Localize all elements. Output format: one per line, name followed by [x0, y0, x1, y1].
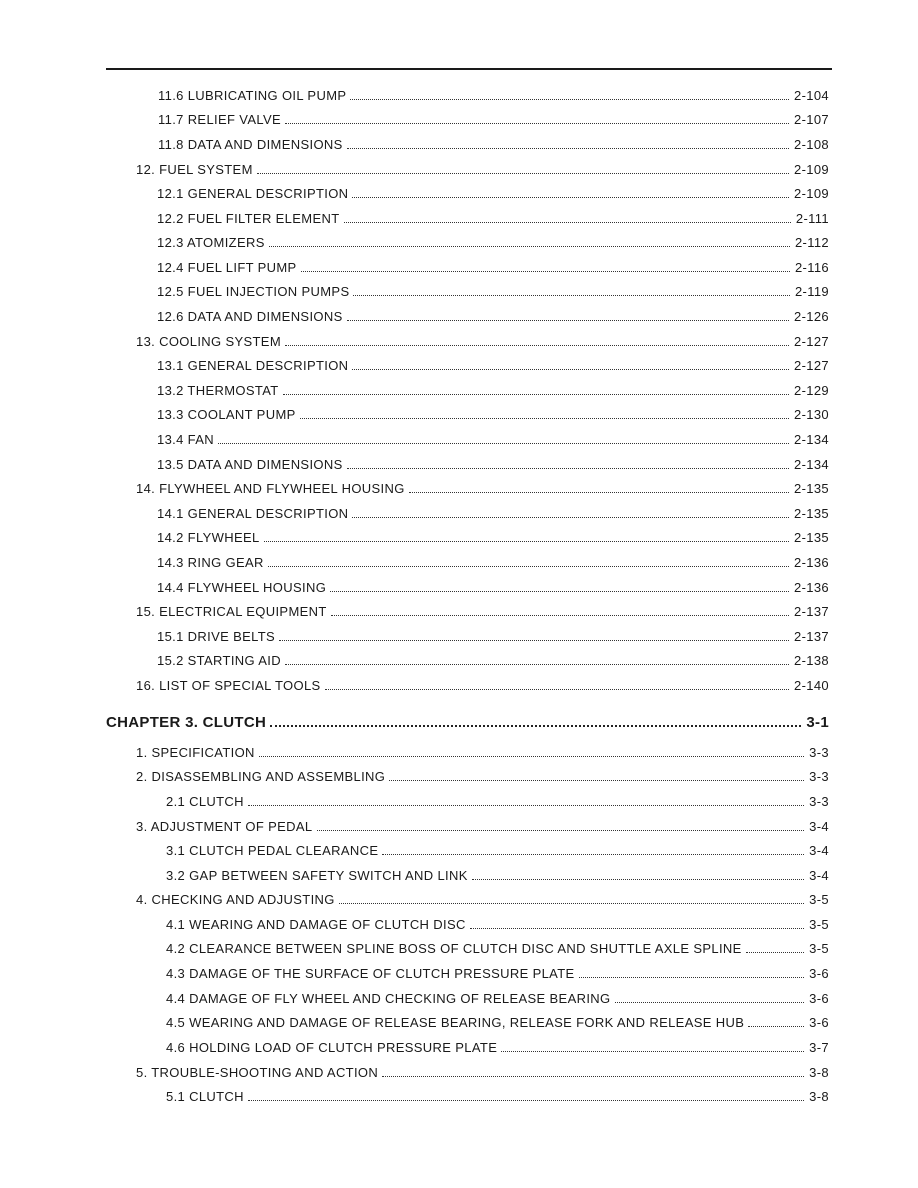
dot-leader [285, 123, 789, 124]
toc-entry-page-number: 3-4 [809, 868, 829, 883]
toc-entry-page-number: 3-8 [809, 1089, 829, 1104]
toc-entry-page-number: 2-136 [794, 580, 829, 595]
toc-entry-label: 13.3 COOLANT PUMP [157, 407, 296, 422]
dot-leader [268, 566, 789, 567]
toc-entry[interactable] [166, 991, 829, 1007]
dot-leader [279, 640, 789, 641]
toc-entry-label: 4.2 CLEARANCE BETWEEN SPLINE BOSS OF CLUTCH DISC AND SHUTTLE AXLE SPLINE [166, 941, 742, 956]
toc-entry-label: CHAPTER 3. CLUTCH [106, 714, 267, 731]
toc-entry-page-number: 3-7 [809, 1040, 829, 1055]
dot-leader [259, 756, 804, 757]
dot-leader [270, 725, 801, 727]
dot-leader [615, 1002, 805, 1003]
toc-entry-label: 12.6 DATA AND DIMENSIONS [157, 309, 343, 324]
toc-entry-page-number: 2-127 [794, 334, 829, 349]
toc-entry-page-number: 3-5 [809, 941, 829, 956]
toc-entry[interactable] [166, 941, 829, 957]
dot-leader [257, 173, 789, 174]
toc-entry[interactable] [166, 917, 829, 933]
toc-entry[interactable] [166, 1015, 829, 1031]
toc-entry-page-number: 3-3 [809, 794, 829, 809]
dot-leader [470, 928, 804, 929]
toc-entry[interactable] [157, 260, 829, 276]
toc-entry-label: 15. ELECTRICAL EQUIPMENT [136, 604, 327, 619]
toc-entry-label: 5.1 CLUTCH [166, 1089, 244, 1104]
toc-entry-page-number: 2-116 [794, 260, 829, 275]
toc-entry-page-number: 2-140 [794, 678, 829, 693]
toc-entry-page-number: 3-6 [809, 991, 829, 1006]
toc-entry-label: 11.6 LUBRICATING OIL PUMP [158, 88, 347, 103]
dot-leader [353, 295, 789, 296]
toc-entry-page-number: 3-5 [809, 917, 829, 932]
toc-entry-label: 14. FLYWHEEL AND FLYWHEEL HOUSING [136, 481, 405, 496]
toc-entry-page-number: 2-109 [794, 162, 829, 177]
toc-entry-label: 16. LIST OF SPECIAL TOOLS [136, 678, 321, 693]
toc-entry-page-number: 3-6 [809, 966, 829, 981]
toc-entry-page-number: 2-138 [794, 653, 829, 668]
dot-leader [347, 148, 789, 149]
dot-leader [389, 780, 804, 781]
dot-leader [472, 879, 804, 880]
dot-leader [352, 517, 789, 518]
toc-entry[interactable] [157, 629, 829, 645]
toc-entry-page-number: 3-5 [809, 892, 829, 907]
dot-leader [317, 830, 805, 831]
toc-entry-page-number: 2-111 [795, 211, 829, 226]
toc-entry-label: 13. COOLING SYSTEM [136, 334, 282, 349]
toc-entry[interactable] [166, 794, 829, 810]
toc-entry-page-number: 3-6 [809, 1015, 829, 1030]
toc-entry-label: 12.4 FUEL LIFT PUMP [157, 260, 297, 275]
toc-entry[interactable] [157, 530, 829, 546]
toc-entry-page-number: 2-137 [794, 629, 829, 644]
dot-leader [382, 1076, 804, 1077]
dot-leader [579, 977, 805, 978]
toc-entry[interactable] [166, 1040, 829, 1056]
toc-entry[interactable] [136, 769, 829, 785]
toc-entry[interactable] [136, 162, 829, 178]
toc-entry[interactable] [157, 506, 829, 522]
toc-entry-label: 13.5 DATA AND DIMENSIONS [157, 457, 343, 472]
dot-leader [300, 418, 789, 419]
dot-leader [746, 952, 804, 953]
toc-entry-page-number: 2-135 [794, 530, 829, 545]
toc-entry[interactable] [157, 432, 829, 448]
toc-entry[interactable] [136, 604, 829, 620]
toc-entry[interactable] [166, 868, 829, 884]
toc-entry-page-number: 2-104 [794, 88, 829, 103]
toc-entry-page-number: 2-130 [794, 407, 829, 422]
toc-entry-label: 11.7 RELIEF VALVE [158, 112, 282, 127]
toc-entry[interactable] [136, 481, 829, 497]
toc-entry[interactable] [136, 892, 829, 908]
toc-entry[interactable] [157, 235, 829, 251]
toc-entry-page-number: 2-129 [794, 383, 829, 398]
toc-entry-page-number: 3-8 [809, 1065, 829, 1080]
toc-entry-label: 14.3 RING GEAR [157, 555, 264, 570]
toc-entry[interactable] [166, 966, 829, 982]
toc-entry[interactable] [158, 88, 829, 104]
toc-entry-page-number: 2-135 [794, 481, 829, 496]
toc-entry[interactable] [157, 186, 829, 202]
toc-entry[interactable] [157, 284, 829, 300]
toc-entry-page-number: 2-135 [794, 506, 829, 521]
toc-entry[interactable] [157, 555, 829, 571]
toc-entry-page-number: 2-134 [794, 457, 829, 472]
dot-leader [501, 1051, 804, 1052]
toc-entry-label: 3.1 CLUTCH PEDAL CLEARANCE [166, 843, 379, 858]
toc-entry-page-number: 3-1 [806, 714, 829, 731]
toc-entry-page-number: 2-107 [794, 112, 829, 127]
toc-entry-page-number: 2-108 [794, 137, 829, 152]
toc-entry[interactable] [157, 407, 829, 423]
toc-entry-label: 4.4 DAMAGE OF FLY WHEEL AND CHECKING OF RELEASE BEARING [166, 991, 611, 1006]
dot-leader [330, 591, 789, 592]
dot-leader [285, 345, 789, 346]
toc-entry-page-number: 3-4 [809, 843, 829, 858]
toc-entry-label: 14.2 FLYWHEEL [157, 530, 260, 545]
toc-entry[interactable] [136, 1065, 829, 1081]
toc-entry-label: 4.5 WEARING AND DAMAGE OF RELEASE BEARING, RELEASE FORK AND RELEASE HUB [166, 1015, 745, 1030]
dot-leader [331, 615, 789, 616]
toc-entry-page-number: 2-119 [794, 284, 829, 299]
dot-leader [325, 689, 789, 690]
toc-entry-label: 4.1 WEARING AND DAMAGE OF CLUTCH DISC [166, 917, 466, 932]
dot-leader [248, 1100, 804, 1101]
dot-leader [264, 541, 789, 542]
toc-entry-label: 12.2 FUEL FILTER ELEMENT [157, 211, 340, 226]
toc-entry[interactable] [136, 745, 829, 761]
toc-entry-label: 13.4 FAN [157, 432, 214, 447]
dot-leader [409, 492, 789, 493]
dot-leader [350, 99, 789, 100]
toc-entry-label: 11.8 DATA AND DIMENSIONS [158, 137, 343, 152]
dot-leader [344, 222, 791, 223]
toc-entry-label: 14.1 GENERAL DESCRIPTION [157, 506, 349, 521]
dot-leader [301, 271, 790, 272]
dot-leader [248, 805, 804, 806]
toc-entry[interactable] [157, 211, 829, 227]
toc-entry[interactable] [157, 358, 829, 374]
toc-entry-label: 2.1 CLUTCH [166, 794, 244, 809]
dot-leader [352, 197, 789, 198]
toc-entry-page-number: 3-3 [809, 745, 829, 760]
toc-entry-page-number: 2-134 [794, 432, 829, 447]
toc-entry[interactable] [166, 843, 829, 859]
dot-leader [269, 246, 790, 247]
toc-entry-label: 1. SPECIFICATION [136, 745, 255, 760]
toc-entry-label: 14.4 FLYWHEEL HOUSING [157, 580, 327, 595]
chapter-heading[interactable] [106, 715, 829, 731]
toc-entry-page-number: 2-126 [794, 309, 829, 324]
dot-leader [283, 394, 789, 395]
toc-entry-label: 4.3 DAMAGE OF THE SURFACE OF CLUTCH PRESSURE PLATE [166, 966, 575, 981]
dot-leader [339, 903, 804, 904]
dot-leader [347, 320, 789, 321]
dot-leader [285, 664, 789, 665]
toc-entry-page-number: 2-127 [794, 358, 829, 373]
toc-entry[interactable] [136, 819, 829, 835]
toc-entry-label: 13.1 GENERAL DESCRIPTION [157, 358, 349, 373]
toc-entry[interactable] [157, 653, 829, 669]
toc-entry-page-number: 2-136 [794, 555, 829, 570]
toc-entry-label: 15.2 STARTING AID [157, 653, 281, 668]
toc-entry-label: 4.6 HOLDING LOAD OF CLUTCH PRESSURE PLATE [166, 1040, 498, 1055]
toc-entry-label: 4. CHECKING AND ADJUSTING [136, 892, 335, 907]
toc-entry-label: 3.2 GAP BETWEEN SAFETY SWITCH AND LINK [166, 868, 468, 883]
toc-entry[interactable] [157, 457, 829, 473]
toc-entry-label: 3. ADJUSTMENT OF PEDAL [136, 819, 313, 834]
toc-entry-label: 15.1 DRIVE BELTS [157, 629, 276, 644]
toc-entry[interactable] [157, 309, 829, 325]
toc-entry-page-number: 2-109 [794, 186, 829, 201]
toc-entry-page-number: 3-3 [809, 769, 829, 784]
toc-entry-label: 12.3 ATOMIZERS [157, 235, 265, 250]
dot-leader [347, 468, 789, 469]
toc-entry-label: 13.2 THERMOSTAT [157, 383, 279, 398]
dot-leader [382, 854, 804, 855]
toc-entry[interactable] [158, 112, 829, 128]
toc-entry-label: 12. FUEL SYSTEM [136, 162, 253, 177]
toc-entry-page-number: 3-4 [809, 819, 829, 834]
toc-entry[interactable] [158, 137, 829, 153]
toc-entry-label: 12.5 FUEL INJECTION PUMPS [157, 284, 350, 299]
dot-leader [218, 443, 789, 444]
toc-entry-label: 5. TROUBLE-SHOOTING AND ACTION [136, 1065, 379, 1080]
toc-entry[interactable] [166, 1089, 829, 1105]
toc-entry-label: 2. DISASSEMBLING AND ASSEMBLING [136, 769, 386, 784]
toc-entry-page-number: 2-112 [794, 235, 829, 250]
dot-leader [748, 1026, 804, 1027]
toc-entry[interactable] [157, 580, 829, 596]
toc-entry-page-number: 2-137 [794, 604, 829, 619]
dot-leader [352, 369, 789, 370]
toc-entry[interactable] [157, 383, 829, 399]
toc-entry[interactable] [136, 678, 829, 694]
toc-entry[interactable] [136, 334, 829, 350]
header-rule [106, 68, 832, 70]
toc-entry-label: 12.1 GENERAL DESCRIPTION [157, 186, 349, 201]
